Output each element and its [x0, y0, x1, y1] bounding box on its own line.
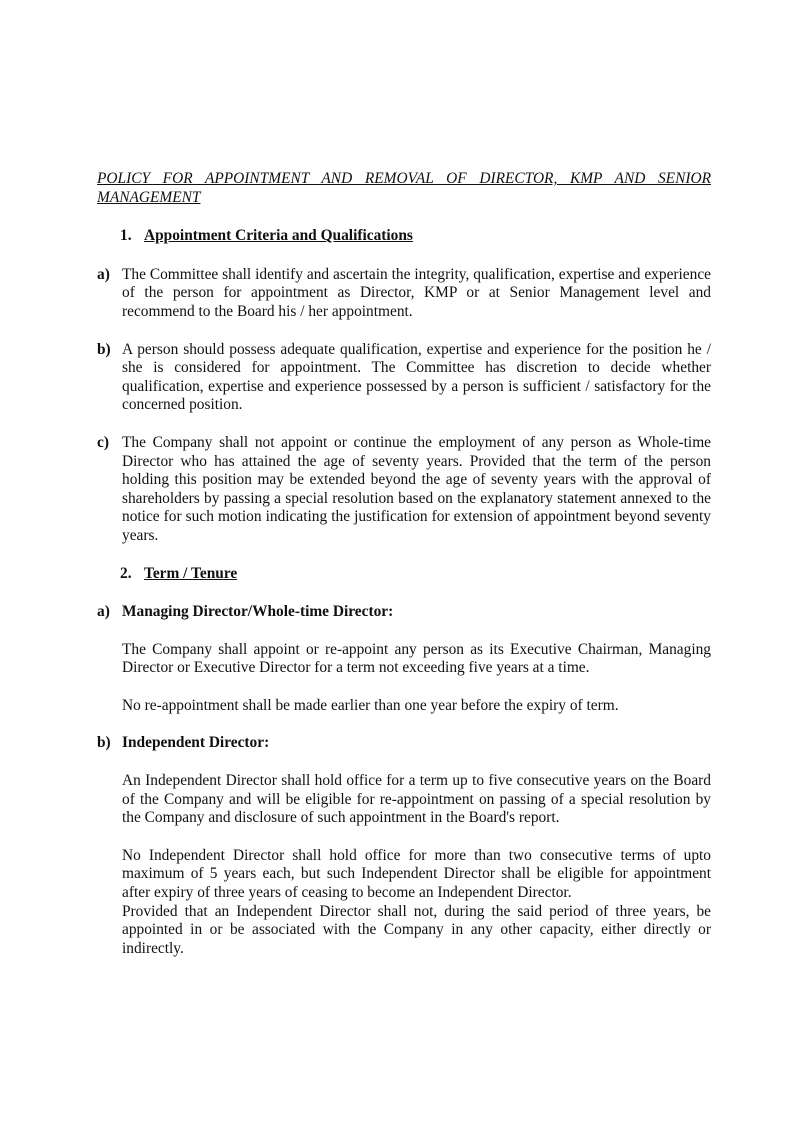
document-page — [97, 170, 711, 977]
clause-1c — [97, 434, 711, 546]
clause-label: b) — [97, 734, 111, 752]
clause-1a — [97, 266, 711, 322]
clause-text: A person should possess adequate qualification, expertise and experience for the position he / she is considered for appointment. The Committee has discretion to decide whether qualification, expertise and experience possessed by a person is sufficient / satisfactory for the concerned position. — [122, 340, 711, 414]
section-title: Appointment Criteria and Qualifications — [144, 227, 413, 245]
clause-paragraph: An Independent Director shall hold office for a term up to five consecutive years on the Board of the Company and will be eligible for re-appointment on passing of a special resolution by the Company and disclosure of such appointment in the Board's report. — [122, 772, 711, 827]
section-2-heading — [97, 565, 711, 584]
clause-label: a) — [97, 603, 110, 621]
clause-2b-heading — [97, 734, 711, 753]
clause-2a-heading — [97, 603, 711, 622]
document-title: POLICY FOR APPOINTMENT AND REMOVAL OF DIRECTOR, KMP AND SENIOR MANAGEMENT — [97, 170, 711, 206]
section-1-heading — [97, 227, 711, 246]
clause-label: c) — [97, 433, 109, 451]
clause-text: The Committee shall identify and ascertain the integrity, qualification, expertise and experience of the person for appointment as Director, KMP or at Senior Management level and recommend to the Board his / her appointment. — [122, 265, 711, 320]
section-number: 2. — [120, 564, 132, 582]
section-number: 1. — [120, 227, 132, 245]
clause-paragraph: The Company shall appoint or re-appoint any person as its Executive Chairman, Managing Director or Executive Director for a term not exceeding five years at a time. — [122, 640, 711, 677]
clause-paragraph: No re-appointment shall be made earlier than one year before the expiry of term. — [122, 696, 619, 714]
clause-label: a) — [97, 265, 110, 283]
clause-subheading: Managing Director/Whole-time Director: — [122, 603, 394, 621]
clause-label: b) — [97, 340, 111, 358]
clause-text: The Company shall not appoint or continue the employment of any person as Whole-time Director who has attained the age of seventy years. Provided that the term of the person holding this position may be extended beyond the age of seventy years with the approval of shareholders by passing a special resolution based on the explanatory statement annexed to the notice for such motion indicating the justification for extension of appointment beyond seventy years. — [122, 433, 711, 544]
clause-paragraph: No Independent Director shall hold office for more than two consecutive terms of upto maximum of 5 years each, but such Independent Director shall be eligible for appointment after expiry of three years of ceasing to become an Independent Director. — [122, 846, 711, 902]
clause-1b — [97, 341, 711, 415]
clause-subheading: Independent Director: — [122, 734, 270, 752]
section-title: Term / Tenure — [144, 564, 238, 582]
clause-paragraph: Provided that an Independent Director shall not, during the said period of three years, be appointed in or be associated with the Company in any other capacity, either directly or indirectly. — [122, 902, 711, 957]
